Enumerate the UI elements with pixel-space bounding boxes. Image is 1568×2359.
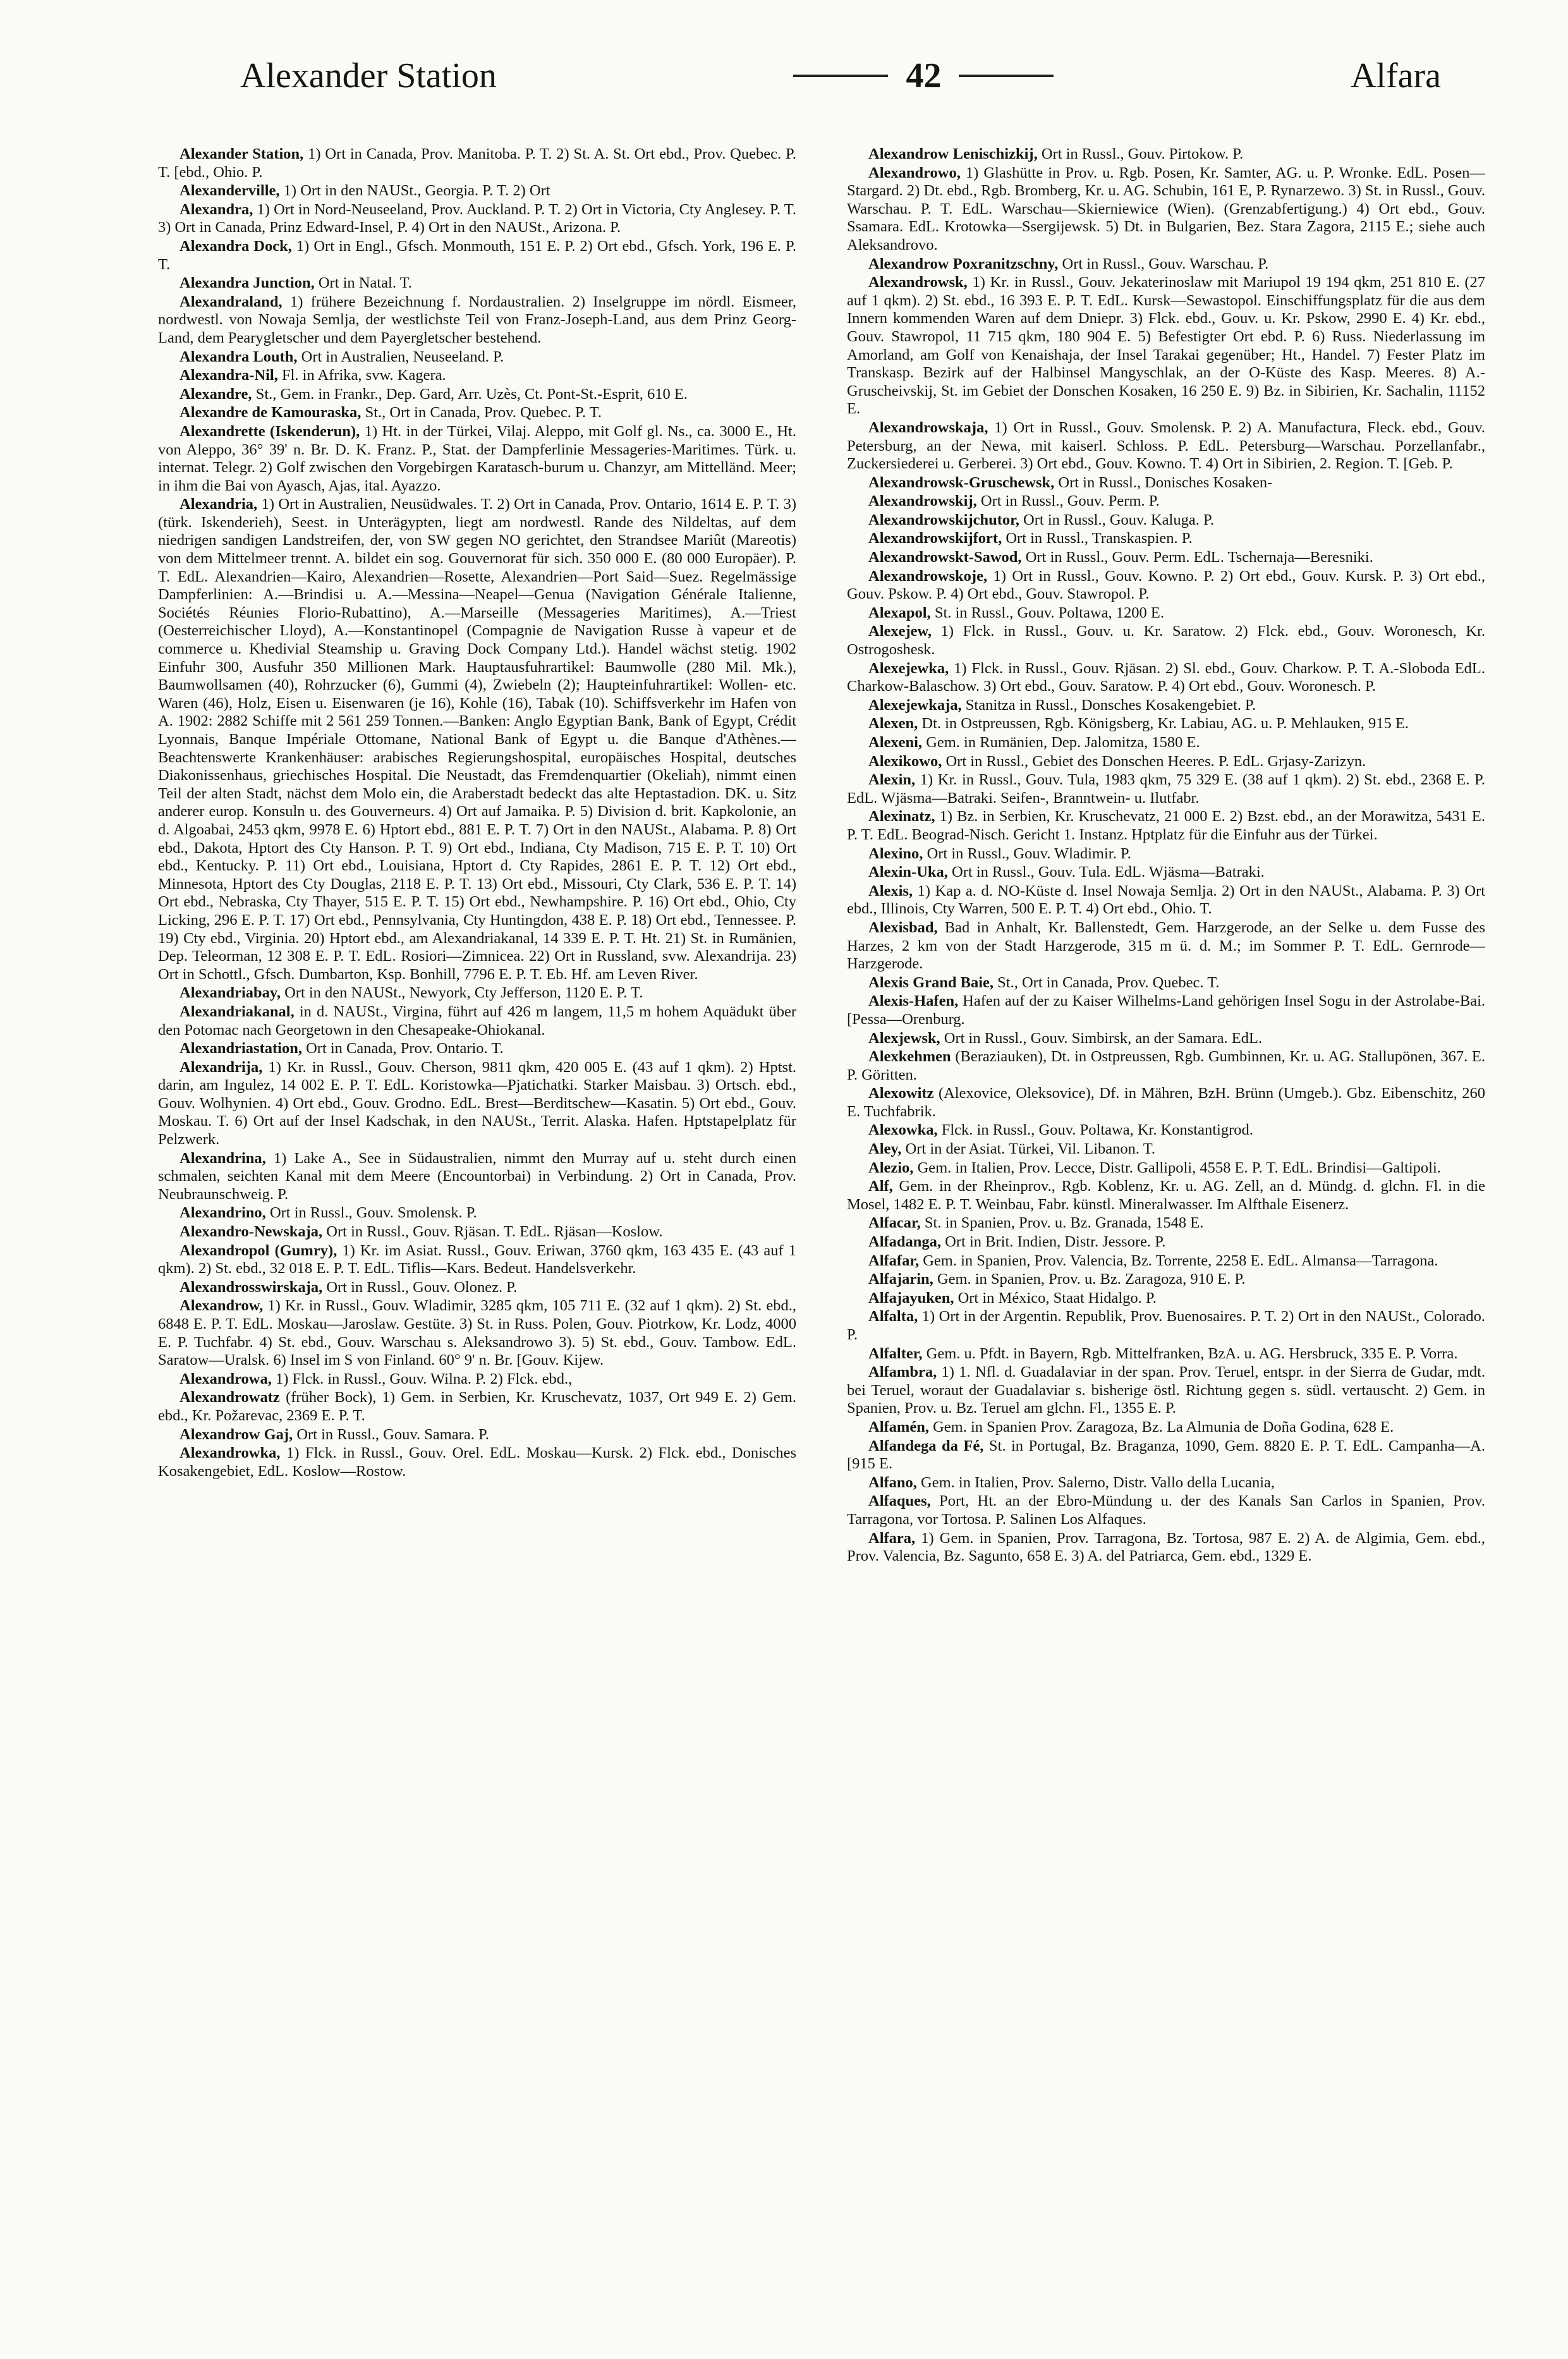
- entry-text: Gem. in Spanien Prov. Zaragoza, Bz. La Almunia de Doña Godina, 628 E.: [928, 1418, 1394, 1436]
- gazetteer-entry: [847, 419, 1485, 473]
- entry-text: Port, Ht. an der Ebro-Mündung u. der des Kanals San Carlos in Spanien, Prov. Tarragona, vor Tortosa. P. Salinen Los Alfaques.: [847, 1492, 1485, 1528]
- entry-headword: Alexino,: [868, 844, 923, 862]
- gazetteer-entry: [847, 568, 1485, 604]
- gazetteer-entry: [158, 274, 796, 293]
- gazetteer-entry: [158, 367, 796, 385]
- gazetteer-entry: [158, 1223, 796, 1241]
- gazetteer-entry: [847, 511, 1485, 530]
- entry-text: St. in Portugal, Bz. Braganza, 1090, Gem. 8820 E. P. T. EdL. Campanha—A. [915 E.: [847, 1437, 1485, 1473]
- gazetteer-entry: [847, 771, 1485, 807]
- gazetteer-entry: [847, 1492, 1485, 1528]
- gazetteer-entry: [158, 1389, 796, 1425]
- entry-text: Gem. u. Pfdt. in Bayern, Rgb. Mittelfranken, BzA. u. AG. Hersbruck, 335 E. P. Vorra.: [922, 1344, 1458, 1362]
- entry-text: Ort in Australien, Neuseeland. P.: [297, 348, 504, 365]
- entry-text: Ort in Russl., Gouv. Tula. EdL. Wjäsma—Batraki.: [947, 863, 1265, 881]
- entry-headword: Alexandropol (Gumry),: [179, 1241, 337, 1259]
- entry-text: Ort in Russl., Gouv. Warschau. P.: [1058, 255, 1269, 272]
- gazetteer-entry: [847, 1345, 1485, 1363]
- entry-headword: Alexandrowskijfort,: [868, 530, 1002, 547]
- gazetteer-entry: [847, 1233, 1485, 1252]
- entry-headword: Alexejewka,: [868, 659, 949, 677]
- entry-text: Dt. in Ostpreussen, Rgb. Königsberg, Kr. Labiau, AG. u. P. Mehlauken, 915 E.: [918, 715, 1409, 733]
- entry-text: Ort in Russl., Gouv. Samara. P.: [293, 1425, 490, 1443]
- right-column: [847, 145, 1485, 2307]
- gazetteer-entry: [847, 992, 1485, 1028]
- entry-headword: Alexandrino,: [179, 1204, 266, 1222]
- entry-text: Ort in Russl., Gouv. Kaluga. P.: [1019, 511, 1214, 528]
- entry-text: 1) Ort in Russl., Gouv. Kowno. P. 2) Ort ebd., Gouv. Kursk. P. 3) Ort ebd., Gouv. Pskow. P. 4) Ort ebd., Gouv. Stawropol. P.: [847, 567, 1485, 603]
- entry-headword: Alfambra,: [868, 1363, 937, 1381]
- entry-headword: Alfano,: [868, 1473, 917, 1491]
- entry-text: Ort in Russl., Donisches Kosaken-: [1054, 473, 1273, 491]
- entry-headword: Alexandrow Lenischizkij,: [868, 145, 1038, 162]
- header-rule-left: [793, 75, 888, 77]
- entry-headword: Alfafar,: [868, 1252, 920, 1269]
- entry-text: 1) Gem. in Spanien, Prov. Tarragona, Bz. Tortosa, 987 E. 2) A. de Algimia, Gem. ebd., Prov. Valencia, Bz. Sagunto, 658 E. 3) A. del Patriarca, Gem. ebd., 1329 E.: [847, 1529, 1485, 1565]
- entry-headword: Alexejew,: [868, 623, 932, 640]
- entry-headword: Alexandrow Poxranitzschny,: [868, 255, 1059, 272]
- entry-headword: Alexandrow,: [179, 1297, 264, 1315]
- gazetteer-entry: [158, 145, 796, 181]
- gazetteer-entry: [847, 492, 1485, 511]
- entry-headword: Alfandega da Fé,: [868, 1437, 984, 1454]
- header-right-catchword: Alfara: [1350, 56, 1441, 95]
- page-number: 42: [906, 56, 942, 95]
- gazetteer-entry: [158, 404, 796, 422]
- gazetteer-entry: [847, 549, 1485, 567]
- entry-text: 1) Ort in Nord-Neuseeland, Prov. Auckland. P. T. 2) Ort in Victoria, Cty Anglesey. P. T. 3) Ort in Canada, Prinz Edward-Insel, P. 4) Ort in den NAUSt., Arizona. P.: [158, 200, 796, 236]
- gazetteer-entry: [847, 1252, 1485, 1271]
- entry-headword: Alexandrowskoje,: [868, 567, 988, 585]
- entry-text: St., Gem. in Frankr., Dep. Gard, Arr. Uzès, Ct. Pont-St.-Esprit, 610 E.: [252, 385, 688, 403]
- left-column: [158, 145, 796, 2307]
- entry-headword: Alfaques,: [868, 1492, 931, 1510]
- gazetteer-entry: [158, 496, 796, 984]
- entry-headword: Alexandrow Gaj,: [179, 1425, 293, 1443]
- entry-headword: Alexandria,: [179, 496, 258, 513]
- entry-text: 1) Ort in der Argentin. Republik, Prov. Buenosaires. P. T. 2) Ort in den NAUSt., Colorado. P.: [847, 1308, 1485, 1343]
- gazetteer-entry: [847, 1418, 1485, 1437]
- gazetteer-entry: [847, 530, 1485, 548]
- entry-text: (Alexovice, Oleksovice), Df. in Mähren, BzH. Brünn (Umgeb.). Gbz. Eibenschitz, 260 E. Tuchfabrik.: [847, 1085, 1485, 1120]
- gazetteer-entry: [158, 984, 796, 1003]
- entry-headword: Alexandrowskij,: [868, 492, 977, 510]
- entry-headword: Alexandra Dock,: [179, 237, 292, 255]
- gazetteer-entry: [847, 660, 1485, 696]
- gazetteer-entry: [158, 1242, 796, 1278]
- entry-text: Ort in den NAUSt., Newyork, Cty Jefferson, 1120 E. P. T.: [280, 984, 643, 1002]
- entry-text: 1) Ort in Russl., Gouv. Smolensk. P. 2) A. Manufactura, Fleck. ebd., Gouv. Petersburg, an der Newa, mit kaiserl. Schloss. P. EdL. Petersburg—Warschau. Porzellanfabr., Zuckersiederei u. Gerberei. 3) Ort ebd., Gouv. Kowno. T. 4) Ort in Sibirien, 2. Region. T. [Geb. P.: [847, 418, 1485, 473]
- entry-headword: Alexis Grand Baie,: [868, 973, 994, 991]
- entry-headword: Alexinatz,: [868, 808, 935, 826]
- entry-text: Ort in Russl., Transkaspien. P.: [1002, 530, 1193, 547]
- entry-headword: Alexandro-Newskaja,: [179, 1223, 323, 1241]
- entry-headword: Alexanderville,: [179, 182, 280, 200]
- gazetteer-entry: [158, 1040, 796, 1058]
- entry-text: 1) Flck. in Russl., Gouv. Orel. EdL. Moskau—Kursk. 2) Flck. ebd., Donisches Kosakengebiet, EdL. Koslow—Rostow.: [158, 1444, 796, 1480]
- entry-text: Gem. in Rumänien, Dep. Jalomitza, 1580 E.: [922, 734, 1200, 751]
- entry-headword: Alfajarin,: [868, 1271, 933, 1288]
- entry-headword: Alexjewsk,: [868, 1029, 940, 1047]
- entry-headword: Alfajayuken,: [868, 1289, 954, 1307]
- entry-text: 1) Ort in Australien, Neusüdwales. T. 2) Ort in Canada, Prov. Ontario, 1614 E. P. T. 3) (türk. Iskenderieh), Seest. in Unterägypten, liegt am nordwestl. Rande des Nildeltas, auf dem niedrigen sandigen Landstreifen, der, von SW gegen NO gerichtet, den Strandsee Mariût (Mareotis) von dem Mittelmeer trennt. A. bildet ein sog. Gouvernorat für sich. 350 000 E. (80 000 Europäer). P. T. EdL. Alexandrien—Kairo, Alexandrien—Rosette, Alexandrien—Port Said—Suez. Regelmässige Dampferlinien: A.—Brindisi u. A.—Messina—Neapel—Genua (Navigation Générale Italienne, Sociétés Réunies Florio-Rubattino), A.—Marseille (Messageries Maritimes), A.—Triest (Oesterreichischer Lloyd), A.—Konstantinopel (Compagnie de Navigation Russe à vapeur et de commerce u. Khedivial Steamship u. Graving Dock Company Ltd.). Handel wächst stetig. 1902 Einfuhr 300, Ausfuhr 350 Millionen Mark. Hauptausfuhrartikel: Baumwolle (280 Mil. Mk.), Baumwollsamen (40), Rohrzucker (6), Gummi (4), Zwiebeln (2); Haupteinfuhrartikel: Wollen- etc. Waren (46), Holz, Eisen u. Eisenwaren (je 16), Kohle (16), Tabak (10). Schiffsverkehr im Hafen von A. 1902: 2882 Schiffe mit 2 561 259 Tonnen.—Banken: Anglo Egyptian Bank, Bank of Egypt, Crédit Lyonnais, Banque Impériale Ottomane, National Bank of Egypt u. die Banque d'Athènes.—Beachtenswerte Krankenhäuser: arabisches Regierungshospital, europäisches Hospital, deutsches Diakonissenhaus, griechisches Hospital. Die Neustadt, das Fremdenquartier (Okeliah), nimmt einen Teil der alten Stadt, nächst dem Molo ein, die Araberstadt bedeckt das alte Heptastadion. DK. u. Sitz anderer europ. Konsuln u. des Gouverneurs. 4) Ort auf Jamaika. P. 5) Division d. brit. Kapkolonie, an d. Algoabai, 2453 qkm, 9978 E. 6) Hptort ebd., 881 E. P. T. 7) Ort in den NAUSt., Alabama. P. 8) Ort ebd., Dakota, Hptort des Cty Hanson. P. T. 9) Ort ebd., Indiana, Cty Madison, 715 E. P. T. 10) Ort ebd., Kentucky. P. 11) Ort ebd., Louisiana, Hptort d. Cty Rapides, 2861 E. P. T. 12) Ort ebd., Minnesota, Hptort des Cty Douglas, 2118 E. P. T. 13) Ort ebd., Missouri, Cty Clark, 536 E. P. T. 14) Ort ebd., Nebraska, Cty Thayer, 515 E. P. T. 15) Ort ebd., Newhampshire. P. 16) Ort ebd., Ohio, Cty Licking, 296 E. P. T. 17) Ort ebd., Pennsylvania, Cty Huntingdon, 438 E. P. 18) Ort ebd., Tennessee. P. 19) Cty ebd., Virginia. 20) Hptort ebd., am Alexandriakanal, 14 339 E. P. T. Ht. 21) St. in Rumänien, Dep. Teleorman, 12 308 E. P. T. EdL. Rosiori—Zimnicea. 22) Ort in Russland, svw. Alexandrija. 23) Ort in Schottl., Gfsch. Dumbarton, Ksp. Bonhill, 7796 E. P. T. Eb. Hf. am Leven River.: [158, 496, 796, 983]
- entry-headword: Alexandra,: [179, 200, 253, 218]
- entry-headword: Alexandrowskijchutor,: [868, 511, 1019, 528]
- gazetteer-entry: [847, 164, 1485, 255]
- entry-text: 1) Kr. in Russl., Gouv. Tula, 1983 qkm, 75 329 E. (38 auf 1 qkm). 2) St. ebd., 2368 E. P. EdL. Wjäsma—Batraki. Seifen-, Branntwein- u. Ilutfabr.: [847, 771, 1485, 807]
- entry-text: 1) Ort in den NAUSt., Georgia. P. T. 2) Ort: [279, 182, 550, 200]
- gazetteer-entry: [847, 863, 1485, 882]
- gazetteer-entry: [847, 623, 1485, 659]
- page-number-block: [775, 56, 1071, 96]
- entry-headword: Alfalta,: [868, 1308, 918, 1326]
- entry-headword: Alexandriastation,: [179, 1040, 302, 1058]
- entry-text: Gem. in Italien, Prov. Salerno, Distr. Vallo della Lucania,: [916, 1473, 1275, 1491]
- gazetteer-entry: [158, 201, 796, 237]
- entry-text: Ort in Russl., Gouv. Olonez. P.: [322, 1278, 518, 1296]
- gazetteer-entry: [158, 1279, 796, 1297]
- gazetteer-entry: [847, 274, 1485, 418]
- entry-headword: Alfadanga,: [868, 1233, 942, 1251]
- entry-text: Gem. in Spanien, Prov. u. Bz. Zaragoza, 910 E. P.: [933, 1271, 1246, 1288]
- gazetteer-entry: [847, 1271, 1485, 1289]
- entry-text: 1) Bz. in Serbien, Kr. Kruschevatz, 21 000 E. 2) Bzst. ebd., an der Morawitza, 5431 E. P. T. EdL. Beograd-Nisch. Gericht 1. Instanz. Hptplatz für die Einfuhr aus der Türkei.: [847, 808, 1485, 843]
- entry-headword: Alexandra Junction,: [179, 274, 315, 292]
- entry-text: Ort in Russl., Gouv. Rjäsan. T. EdL. Rjäsan—Koslow.: [322, 1223, 663, 1241]
- gazetteer-entry: [158, 1204, 796, 1222]
- entry-text: Stanitza in Russl., Donsches Kosakengebiet. P.: [961, 696, 1256, 714]
- entry-headword: Alexandrowskaja,: [868, 418, 988, 436]
- entry-text: 1) Ort in Canada, Prov. Manitoba. P. T. 2) St. A. St. Ort ebd., Prov. Quebec. P. T. [ebd., Ohio. P.: [158, 145, 796, 181]
- entry-text: Ort in der Asiat. Türkei, Vil. Libanon. T.: [901, 1140, 1156, 1158]
- entry-headword: Alexis-Hafen,: [868, 992, 959, 1010]
- entry-text: Ort in Russl., Gouv. Perm. P.: [976, 492, 1160, 510]
- entry-text: (früher Bock), 1) Gem. in Serbien, Kr. Kruschevatz, 1037, Ort 949 E. 2) Gem. ebd., Kr. Požarevac, 2369 E. P. T.: [158, 1389, 796, 1424]
- entry-headword: Alexeni,: [868, 734, 923, 751]
- entry-headword: Alexisbad,: [868, 918, 938, 936]
- gazetteer-entry: [847, 474, 1485, 492]
- entry-text: Flck. in Russl., Gouv. Poltawa, Kr. Konstantigrod.: [937, 1121, 1253, 1139]
- entry-headword: Alfamén,: [868, 1418, 929, 1436]
- gazetteer-entry: [847, 145, 1485, 164]
- entry-text: St., Ort in Canada, Prov. Quebec. T.: [994, 973, 1220, 991]
- entry-text: 1) Glashütte in Prov. u. Rgb. Posen, Kr. Samter, AG. u. P. Wronke. EdL. Posen—Stargard. 2) Dt. ebd., Rgb. Bromberg, Kr. u. AG. Schubin, 161 E, P. Rynarzewo. 3) St. in Russl., Gouv. Warschau. P. T. EdL. Warschau—Skierniewice (Wien). (Grenzabfertigung.) 4) Ort ebd., Gouv. Ssamara. EdL. Krotowka—Ssergijewsk. 5) Dt. in Bulgarien, Bez. Stara Zagora, 2115 E.; siehe auch Aleksandrovo.: [847, 164, 1485, 253]
- entry-text: 1) Ht. in der Türkei, Vilaj. Aleppo, mit Golf gl. Ns., ca. 3000 E., Ht. von Aleppo, 36° 39' n. Br. D. K. Franz. P., Stat. der Dampferlinie Messageries-Maritimes. Türk. u. internat. Telegr. 2) Golf zwischen den Vorgebirgen Karatasch-burum u. Chanzyr, am Mittelländ. Meer; in ihm die Bai von Ayasch, Ajas, ital. Ayazzo.: [158, 422, 796, 494]
- entry-headword: Alexin-Uka,: [868, 863, 948, 881]
- entry-text: (Beraziauken), Dt. in Ostpreussen, Rgb. Gumbinnen, Kr. u. AG. Stallupönen, 367. E. P. Göritten.: [847, 1048, 1485, 1083]
- entry-text: 1) Flck. in Russl., Gouv. u. Kr. Saratow. 2) Flck. ebd., Gouv. Woronesch, Kr. Ostrogoshesk.: [847, 623, 1485, 659]
- entry-text: Gem. in Italien, Prov. Lecce, Distr. Gallipoli, 4558 E. P. T. EdL. Brindisi—Galtipoli.: [913, 1159, 1441, 1176]
- entry-headword: Alexandra-Nil,: [179, 367, 278, 384]
- gazetteer-entry: [847, 882, 1485, 918]
- entry-headword: Alexin,: [868, 771, 916, 789]
- entry-text: 1) 1. Nfl. d. Guadalaviar in der span. Prov. Teruel, entspr. in der Sierra de Gudar, mdt. bei Teruel, woraut der Guadalaviar s. bisherige östl. Richtung gegen s. südl. vertauscht. 2) Gem. in Spanien, Prov. u. Bz. Teruel am glchn. Fl., 1355 E. P.: [847, 1363, 1485, 1417]
- entry-headword: Alexandrowatz: [179, 1389, 280, 1406]
- gazetteer-entry: [158, 348, 796, 367]
- entry-text: 1) Flck. in Russl., Gouv. Wilna. P. 2) Flck. ebd.,: [271, 1370, 573, 1387]
- entry-text: Ort in Russl., Gouv. Smolensk. P.: [265, 1204, 477, 1222]
- gazetteer-entry: [158, 1370, 796, 1389]
- entry-headword: Aley,: [868, 1140, 902, 1158]
- entry-headword: Alexandriabay,: [179, 984, 281, 1002]
- entry-headword: Alezio,: [868, 1159, 914, 1176]
- entry-text: 1) Flck. in Russl., Gouv. Rjäsan. 2) Sl. ebd., Gouv. Charkow. P. T. A.-Sloboda EdL. Charkow-Balaschow. 3) Ort ebd., Gouv. Saratow. P. 4) Ort ebd., Gouv. Woronesch. P.: [847, 659, 1485, 695]
- entry-headword: Alexowka,: [868, 1121, 938, 1139]
- entry-headword: Alexandre de Kamouraska,: [179, 404, 362, 422]
- entry-text: Gem. in Spanien, Prov. Valencia, Bz. Torrente, 2258 E. EdL. Almansa—Tarragona.: [919, 1252, 1438, 1269]
- entry-headword: Alexandrowka,: [179, 1444, 281, 1462]
- gazetteer-entry: [847, 919, 1485, 973]
- entry-text: Ort in Russl., Gouv. Perm. EdL. Tschernaja—Beresniki.: [1021, 549, 1373, 566]
- entry-headword: Alexejewkaja,: [868, 696, 962, 714]
- entry-headword: Alexandrija,: [179, 1058, 263, 1076]
- entry-headword: Alexandrowa,: [179, 1370, 272, 1387]
- gazetteer-entry: [847, 974, 1485, 992]
- gazetteer-entry: [847, 1085, 1485, 1121]
- entry-headword: Alexander Station,: [179, 145, 304, 162]
- entry-text: 1) Ort in Engl., Gfsch. Monmouth, 151 E. P. 2) Ort ebd., Gfsch. York, 196 E. P. T.: [158, 237, 796, 273]
- gazetteer-entry: [158, 1003, 796, 1039]
- gazetteer-entry: [847, 1140, 1485, 1159]
- entry-text: Hafen auf der zu Kaiser Wilhelms-Land gehörigen Insel Sogu in der Astrolabe-Bai. [Pessa—Orenburg.: [847, 992, 1485, 1028]
- entry-text: 1) Lake A., See in Südaustralien, nimmt den Murray auf u. steht durch einen schmalen, seichten Kanal mit dem Meere (Encountorbai) in Verbindung. 2) Ort in Canada, Prov. Neubraunschweig. P.: [158, 1149, 796, 1203]
- gazetteer-entry: [847, 1289, 1485, 1308]
- gazetteer-entry: [847, 1048, 1485, 1084]
- gazetteer-entry: [847, 1363, 1485, 1418]
- gazetteer-entry: [158, 182, 796, 200]
- entry-headword: Alexandrette (Iskenderun),: [179, 422, 360, 440]
- gazetteer-entry: [847, 1121, 1485, 1140]
- gazetteer-entry: [847, 697, 1485, 715]
- gazetteer-entry: [158, 1150, 796, 1204]
- gazetteer-entry: [847, 845, 1485, 863]
- entry-headword: Alexandre,: [179, 385, 252, 403]
- entry-text: Ort in Russl., Gouv. Simbirsk, an der Samara. EdL.: [940, 1029, 1263, 1047]
- header-left-catchword: Alexander Station: [240, 56, 497, 95]
- gazetteer-entry: [847, 1474, 1485, 1492]
- gazetteer-entry: [847, 1308, 1485, 1344]
- entry-text: St. in Russl., Gouv. Poltawa, 1200 E.: [930, 604, 1165, 621]
- entry-text: Bad in Anhalt, Kr. Ballenstedt, Gem. Harzgerode, an der Selke u. dem Fusse des Harzes, 2 km von der Stadt Harzgerode, 315 m ü. d. M.; im Sommer P. T. EdL. Gernrode—Harzgerode.: [847, 918, 1485, 973]
- entry-text: 1) Kap a. d. NO-Küste d. Insel Nowaja Semlja. 2) Ort in den NAUSt., Alabama. P. 3) Ort ebd., Illinois, Cty Warren, 500 E. P. T. 4) Ort ebd., Ohio. T.: [847, 882, 1485, 918]
- gazetteer-entry: [158, 238, 796, 274]
- gazetteer-entry: [847, 1030, 1485, 1048]
- gazetteer-entry: [847, 734, 1485, 752]
- gazetteer-entry: [158, 1059, 796, 1149]
- gazetteer-entry: [158, 1426, 796, 1444]
- entry-headword: Alfara,: [868, 1529, 916, 1547]
- entry-text: 1) Kr. in Russl., Gouv. Cherson, 9811 qkm, 420 005 E. (43 auf 1 qkm). 2) Hptst. darin, am Ingulez, 14 002 E. P. T. EdL. Koristowka—Pjatichatki. Starker Maisbau. 3) Ortsch. ebd., Gouv. Wolhynien. 4) Ort ebd., Gouv. Grodno. EdL. Brest—Berditschew—Kasatin. 5) Ort ebd., Gouv. Moskau. T. 6) Ort auf der Insel Kadschak, in den NAUSt., Territ. Alaska. Hafen. Hptstapelplatz für Pelzwerk.: [158, 1058, 796, 1149]
- gazetteer-entry: [847, 1530, 1485, 1566]
- entry-headword: Alexandrowsk,: [868, 274, 968, 291]
- entry-headword: Alexandrosswirskaja,: [179, 1278, 323, 1296]
- entry-headword: Alexandrowskt-Sawod,: [868, 549, 1022, 566]
- entry-headword: Alexandrowsk-Gruschewsk,: [868, 473, 1055, 491]
- gazetteer-entry: [847, 1178, 1485, 1214]
- gazetteer-entry: [847, 715, 1485, 733]
- entry-headword: Alexandrowo,: [868, 164, 961, 181]
- entry-headword: Alexandriakanal,: [179, 1003, 295, 1020]
- entry-text: Fl. in Afrika, svw. Kagera.: [277, 367, 446, 384]
- entry-headword: Alf,: [868, 1178, 893, 1195]
- gazetteer-entry: [158, 1444, 796, 1480]
- entry-text: Gem. in der Rheinprov., Rgb. Koblenz, Kr. u. AG. Zell, an d. Mündg. d. glchn. Fl. in die Mosel, 1482 E. P. T. Weinbau, Fabr. künstl. Mineralwasser. Im Alfthale Eisenerz.: [847, 1178, 1485, 1213]
- header-rule-right: [959, 75, 1054, 77]
- entry-headword: Alfacar,: [868, 1214, 921, 1232]
- entry-headword: Alexandra Louth,: [179, 348, 298, 365]
- entry-text: Ort in Russl., Gouv. Wladimir. P.: [923, 844, 1131, 862]
- entry-headword: Alexen,: [868, 715, 918, 733]
- entry-text: 1) Kr. im Asiat. Russl., Gouv. Eriwan, 3760 qkm, 163 435 E. (43 auf 1 qkm). 2) St. ebd., 32 018 E. P. T. EdL. Tiflis—Kars. Bedeut. Handelsverkehr.: [158, 1241, 796, 1277]
- entry-headword: Alexis,: [868, 882, 913, 899]
- entry-text: Ort in Natal. T.: [314, 274, 412, 292]
- gazetteer-entry: [847, 255, 1485, 274]
- gazetteer-entry: [847, 753, 1485, 771]
- gazetteer-entry: [847, 1214, 1485, 1233]
- entry-text: 1) frühere Bezeichnung f. Nordaustralien. 2) Inselgruppe im nördl. Eismeer, nordwestl. von Nowaja Semlja, der westlichste Teil von Franz-Joseph-Land, aus dem Prinz Georg-Land, dem Pearygletscher und dem Payergletscher bestehend.: [158, 293, 796, 346]
- gazetteer-entry: [847, 1437, 1485, 1473]
- entry-headword: Alexkehmen: [868, 1048, 951, 1066]
- entry-text: Ort in Russl., Gouv. Pirtokow. P.: [1037, 145, 1244, 162]
- entry-headword: Alexandrina,: [179, 1149, 266, 1167]
- entry-text: 1) Kr. in Russl., Gouv. Jekaterinoslaw mit Mariupol 19 194 qkm, 251 810 E. (27 auf 1 qkm). 2) St. ebd., 16 393 E. P. T. EdL. Kursk—Sewastopol. Einschiffungsplatz für die aus dem Innern kommenden Waren auf dem Dniepr. 3) Flck. ebd., Gouv. u. Kr. Pskow, 2990 E. 4) Kr. ebd., Gouv. Stawropol, 11 715 qkm, 180 904 E. 5) Befestigter Ort ebd. P. 6) Russ. Niederlassung im Amorland, am Golf von Kenaishaja, der Insel Tarakai gegenüber; Ht., Handel. 7) Fester Platz im Transkasp. Bezirk auf der Halbinsel Mangyschlak, an der O-Küste des Kasp. Meeres. 8) A.-Gruscheivskij, St. im Gebiet der Donschen Kosaken, 16 250 E. 9) Bz. in Sibirien, Kr. Sachalin, 11152 E.: [847, 274, 1485, 418]
- gazetteer-entry: [847, 1159, 1485, 1178]
- entry-text: Ort in Brit. Indien, Distr. Jessore. P.: [941, 1233, 1166, 1251]
- entry-headword: Alfalter,: [868, 1344, 923, 1362]
- entry-text: St. in Spanien, Prov. u. Bz. Granada, 1548 E.: [920, 1214, 1204, 1232]
- gazetteer-entry: [158, 293, 796, 348]
- entry-headword: Alexandraland,: [179, 293, 283, 310]
- gazetteer-entry: [847, 808, 1485, 844]
- entry-text: in d. NAUSt., Virgina, führt auf 426 m langem, 11,5 m hohem Aquädukt über den Potomac nach Georgetown in den Chesapeake-Ohiokanal.: [158, 1003, 796, 1039]
- entry-text: Ort in Canada, Prov. Ontario. T.: [301, 1040, 504, 1058]
- entry-headword: Alexapol,: [868, 604, 931, 621]
- gazetteer-entry: [158, 423, 796, 495]
- entry-headword: Alexowitz: [868, 1085, 934, 1102]
- entry-text: 1) Kr. in Russl., Gouv. Wladimir, 3285 qkm, 105 711 E. (32 auf 1 qkm). 2) St. ebd., 6848 E. P. T. EdL. Moskau—Jaroslaw. Gestüte. 3) St. in Russ. Polen, Gouv. Piotrkow, Kr. Lodz, 4000 E. P. Tuchfabr. 4) St. ebd., Gouv. Warschau s. Aleksandrowo 3). 5) St. ebd., Gouv. Tambow. EdL. Saratow—Uralsk. 6) Insel im S von Finland. 60° 9' n. Br. [Gouv. Kijew.: [158, 1297, 796, 1369]
- entry-headword: Alexikowo,: [868, 752, 942, 770]
- entry-text: Ort in Russl., Gebiet des Donschen Heeres. P. EdL. Grjasy-Zarizyn.: [942, 752, 1366, 770]
- gazetteer-entry: [847, 604, 1485, 623]
- entry-text: St., Ort in Canada, Prov. Quebec. P. T.: [361, 404, 602, 422]
- page-header: [240, 38, 1441, 114]
- entry-text: Ort in México, Staat Hidalgo. P.: [954, 1289, 1157, 1307]
- gazetteer-entry: [158, 386, 796, 404]
- gazetteer-entry: [158, 1297, 796, 1369]
